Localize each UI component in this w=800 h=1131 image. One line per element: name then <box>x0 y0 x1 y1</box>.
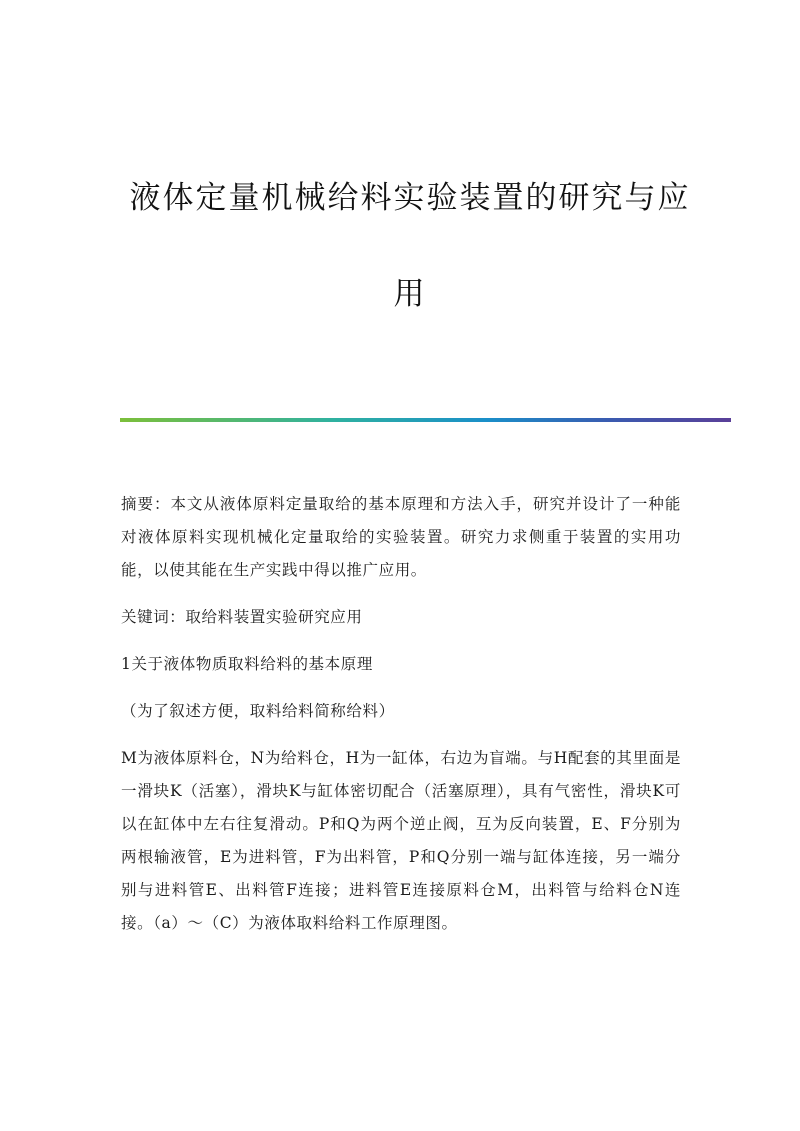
section-1-heading: 1关于液体物质取料给料的基本原理 <box>121 655 373 673</box>
section-1-note: （为了叙述方便，取料给料简称给料） <box>121 702 395 720</box>
title-line-1: 液体定量机械给料实验装置的研究与应 <box>129 180 691 216</box>
document-title <box>110 178 710 314</box>
gradient-divider <box>120 418 731 422</box>
keywords-paragraph: 关键词：取给料装置实验研究应用 <box>121 608 363 626</box>
abstract-paragraph: 摘要：本文从液体原料定量取给的基本原理和方法入手，研究并设计了一种能对液体原料实现机械化定量取给的实验装置。研究力求侧重于装置的实用功能，以使其能在生产实践中得以推广应用。 <box>121 495 681 579</box>
section-1-body: M为液体原料仓，N为给料仓，H为一缸体，右边为盲端。与H配套的其里面是一滑块K（活塞），滑块K与缸体密切配合（活塞原理），具有气密性，滑块K可以在缸体中左右往复滑动。P和Q为两个逆止阀，互为反向装置，E、F分别为两根输液管，E为进料管，F为出料管，P和Q分别一端与缸体连接，另一端分别与进料管E、出料管F连接；进料管E连接原料仓M，出料管与给料仓N连接。（a）～（C）为液体取料给料工作原理图。 <box>121 749 681 932</box>
document-body <box>121 488 681 940</box>
title-line-2: 用 <box>393 276 427 312</box>
